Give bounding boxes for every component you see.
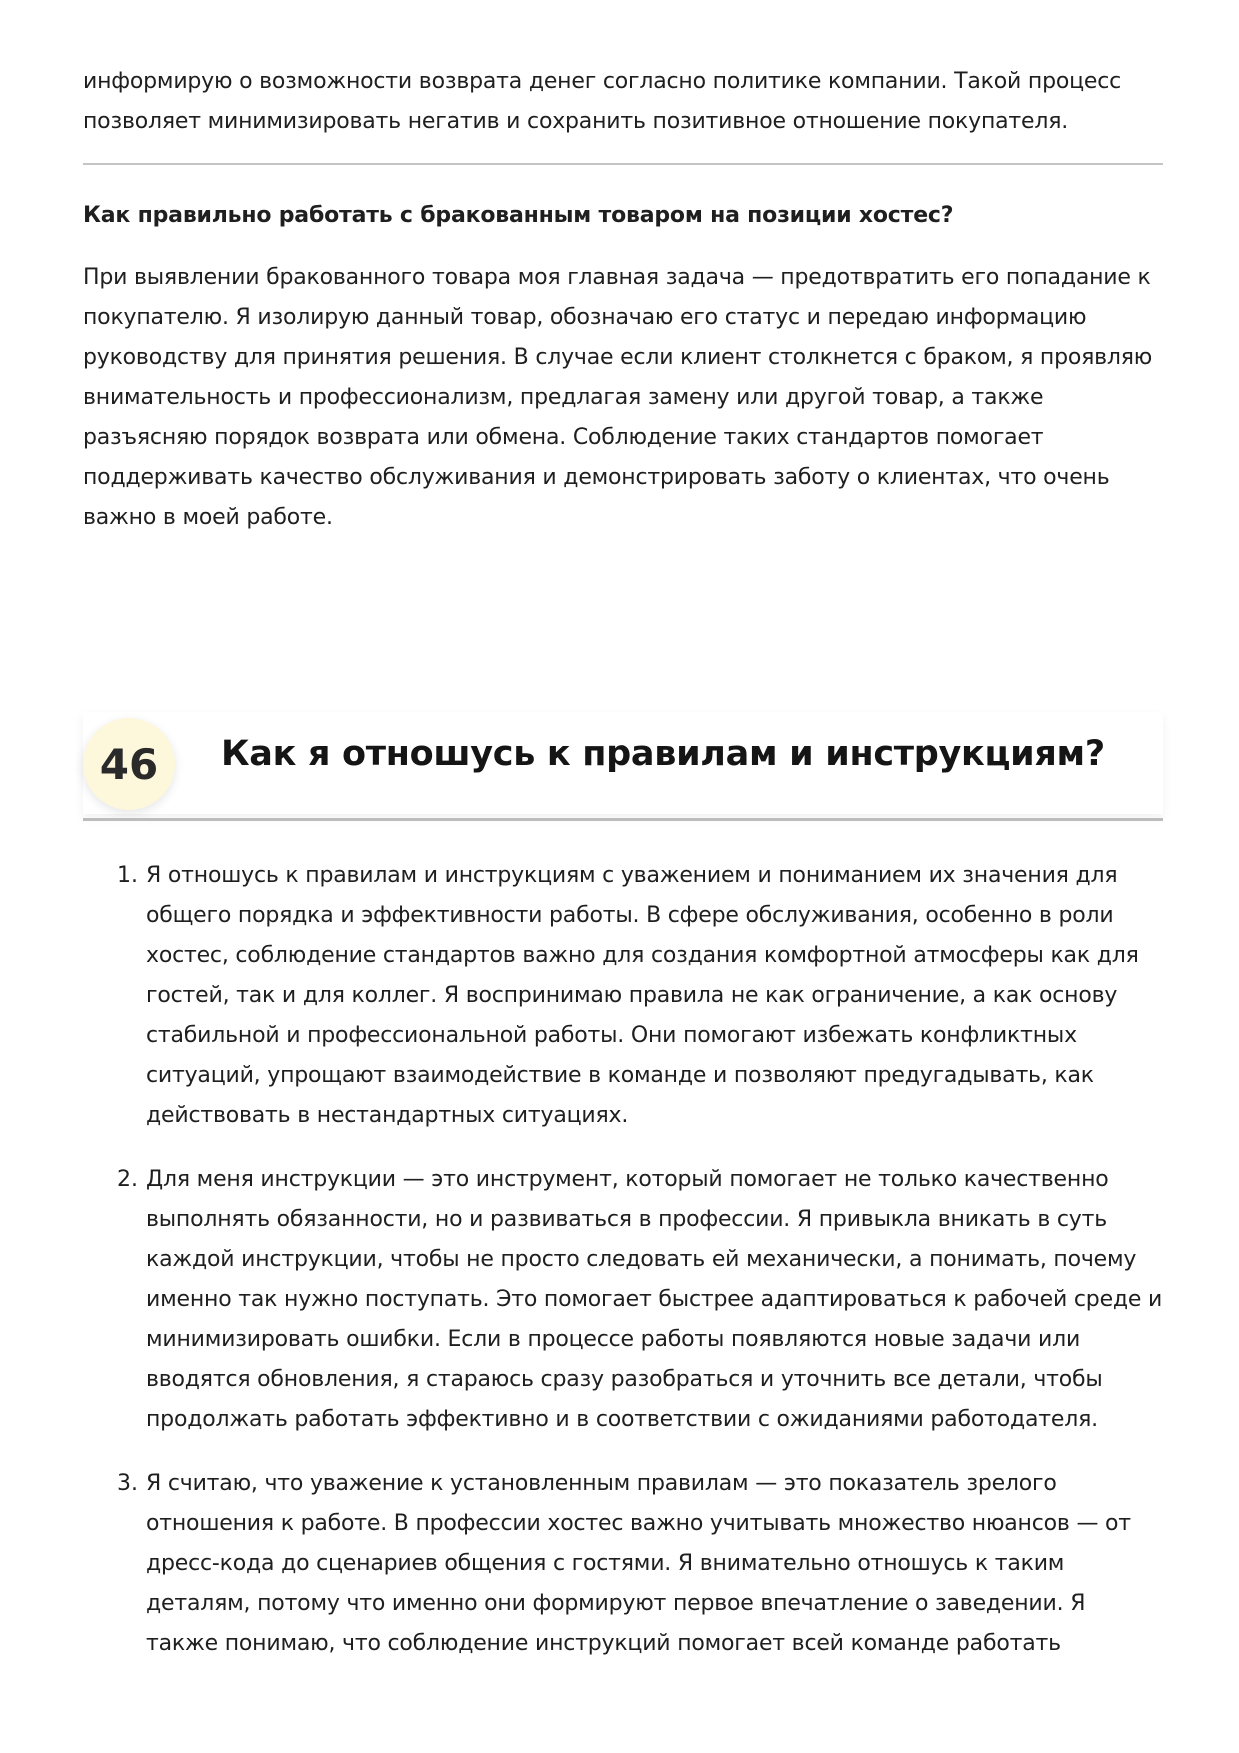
intro-paragraph: информирую о возможности возврата денег согласно политике компании. Такой процесс позволяет минимизировать негатив и сохранить позитивное отношение покупателя. xyxy=(83,69,1122,134)
list-item xyxy=(83,856,1163,1136)
divider xyxy=(83,163,1163,165)
answer-list xyxy=(83,856,1163,1688)
faq-question: Как правильно работать с бракованным товаром на позиции хостес? xyxy=(83,203,954,228)
list-item-text: Я отношусь к правилам и инструкциям с уважением и пониманием их значения для общего порядка и эффективности работы. В сфере обслуживания, особенно в роли хостес, соблюдение стандартов важно для создания комфортной атмосферы как для гостей, так и для коллег. Я воспринимаю правила не как ограничение, а как основу стабильной и профессиональной работы. Они помогают избежать конфликтных ситуаций, упрощают взаимодействие в команде и позволяют предугадывать, как действовать в нестандартных ситуациях. xyxy=(146,863,1139,1128)
list-item-number: 3. xyxy=(117,1471,138,1496)
list-item xyxy=(83,1160,1163,1440)
section-divider xyxy=(83,818,1163,821)
faq-answer: При выявлении бракованного товара моя главная задача — предотвратить его попадание к покупателю. Я изолирую данный товар, обозначаю его статус и передаю информацию руководству для принятия решения. В случае если клиент столкнется с браком, я проявляю внимательность и профессионализм, предлагая замену или другой товар, а также разъясняю порядок возврата или обмена. Соблюдение таких стандартов помогает поддерживать качество обслуживания и демонстрировать заботу о клиентах, что очень важно в моей работе. xyxy=(83,265,1153,530)
section-header xyxy=(83,712,1163,814)
list-item-number: 2. xyxy=(117,1167,138,1192)
section-number-badge: 46 xyxy=(83,718,175,810)
list-item-text: Я считаю, что уважение к установленным правилам — это показатель зрелого отношения к работе. В профессии хостес важно учитывать множество нюансов — от дресс-кода до сценариев общения с гостями. Я внимательно отношусь к таким деталям, потому что именно они формируют первое впечатление о заведении. Я также понимаю, что соблюдение инструкций помогает всей команде работать xyxy=(146,1471,1131,1656)
list-item-text: Для меня инструкции — это инструмент, который помогает не только качественно выполнять обязанности, но и развиваться в профессии. Я привыкла вникать в суть каждой инструкции, чтобы не просто следовать ей механически, а понимать, почему именно так нужно поступать. Это помогает быстрее адаптироваться к рабочей среде и минимизировать ошибки. Если в процессе работы появляются новые задачи или вводятся обновления, я стараюсь сразу разобраться и уточнить все детали, чтобы продолжать работать эффективно и в соответствии с ожиданиями работодателя. xyxy=(146,1167,1163,1432)
list-item-number: 1. xyxy=(117,863,138,888)
section-title: Как я отношусь к правилам и инструкциям? xyxy=(221,734,1105,774)
list-item xyxy=(83,1464,1163,1664)
